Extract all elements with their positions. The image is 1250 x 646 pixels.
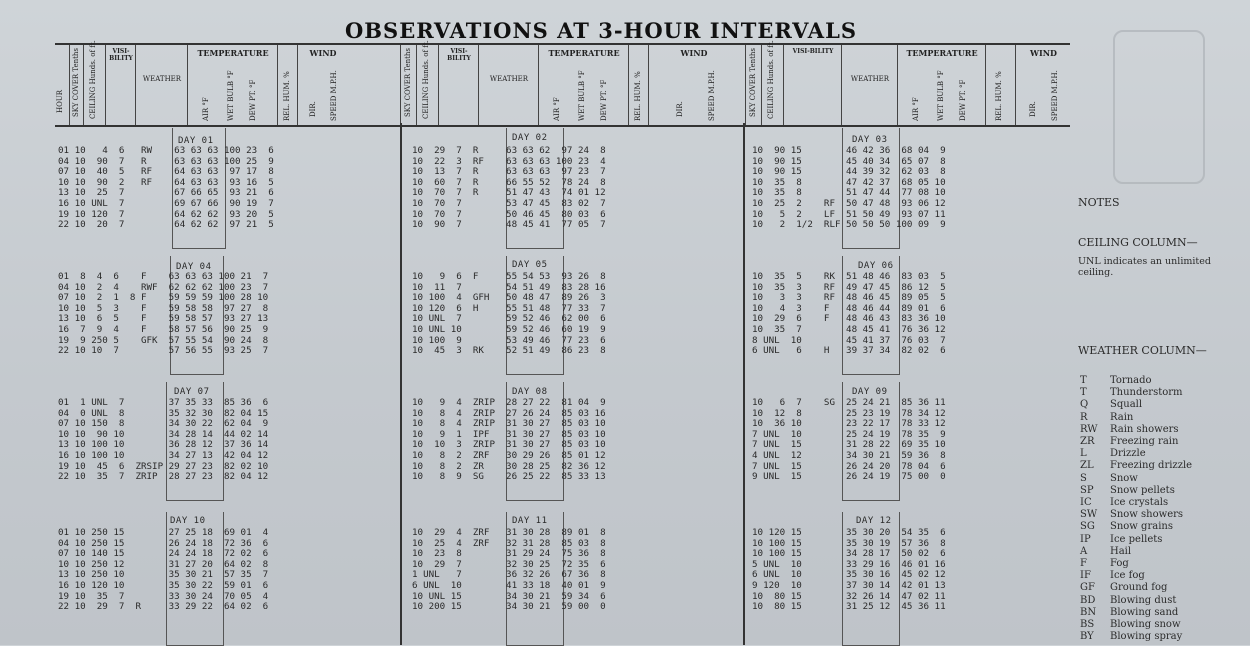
table-row: 07 10 2 1 8 F 59 59 59 100 28 10 <box>58 292 269 304</box>
table-row: 10 10 90 10 34 28 14 44 02 14 <box>58 428 269 440</box>
day-label: DAY 09 <box>852 387 888 397</box>
day-table <box>58 528 268 613</box>
legend-item <box>1080 485 1192 497</box>
table-row: 10 70 7 50 46 45 80 03 6 <box>412 208 606 220</box>
legend-text: Blowing dust <box>1110 594 1177 606</box>
visibility-label-3: VISI-BILITY <box>792 48 834 55</box>
wind-label: WIND <box>309 48 337 58</box>
legend-code: T <box>1080 375 1087 386</box>
table-row: 10 29 7 32 30 25 72 35 6 <box>412 558 606 570</box>
legend-item <box>1080 412 1192 424</box>
day-table <box>58 146 274 231</box>
table-row: 10 100 15 35 30 19 57 36 8 <box>752 537 946 549</box>
legend-item <box>1080 387 1192 399</box>
ceiling-label-2: CEILING Hunds. of ft. <box>422 40 430 119</box>
day-table <box>412 272 606 357</box>
table-row: 7 UNL 15 31 28 22 69 35 10 <box>752 439 946 451</box>
legend-text: Drizzle <box>1110 448 1146 460</box>
table-row: 10 100 15 34 28 17 50 02 6 <box>752 548 946 560</box>
legend-text: Blowing spray <box>1110 631 1183 643</box>
legend-code: SP <box>1080 484 1094 496</box>
legend-code: SW <box>1080 509 1098 521</box>
table-row: 13 10 25 7 67 66 65 93 21 6 <box>58 187 274 199</box>
table-row: 10 29 7 R 63 63 62 97 24 8 <box>412 145 606 156</box>
legend-text: Freezing rain <box>1110 436 1179 448</box>
table-row: 10 8 9 SG 26 25 22 85 33 13 <box>412 471 606 483</box>
legend-item <box>1080 436 1192 448</box>
table-row: 10 8 2 ZR 30 28 25 82 36 12 <box>412 460 606 472</box>
table-row: 07 10 140 15 24 24 18 72 02 6 <box>58 548 269 560</box>
table-row: 6 UNL 10 35 30 16 45 02 12 <box>752 569 946 581</box>
legend-code: ZL <box>1080 460 1094 472</box>
wind-header-2 <box>648 45 739 125</box>
table-row: 10 35 7 48 45 41 76 36 12 <box>752 323 946 335</box>
dew-pt-label: DEW PT. °F <box>249 79 257 121</box>
table-row: 22 10 35 7 ZRIP 28 27 23 82 04 12 <box>58 471 269 483</box>
table-row: 10 90 7 48 45 41 77 05 7 <box>412 219 606 231</box>
table-row: 01 8 4 6 F 63 63 63 100 21 7 <box>58 271 269 282</box>
table-row: 10 80 15 31 25 12 45 36 11 <box>752 601 946 613</box>
table-row: 10 90 15 44 39 32 62 03 8 <box>752 166 946 178</box>
table-row: 22 10 10 7 57 56 55 93 25 7 <box>58 345 269 357</box>
legend-item <box>1080 558 1192 570</box>
legend-text: Snow pellets <box>1110 484 1175 496</box>
panel-divider <box>400 123 402 645</box>
table-row: 10 UNL 15 34 30 21 59 34 6 <box>412 590 606 602</box>
table-row: 5 UNL 10 33 29 16 46 01 16 <box>752 558 946 570</box>
table-row: 16 10 100 10 34 27 13 42 04 12 <box>58 449 269 461</box>
day-table <box>412 146 606 231</box>
weather-header-3 <box>841 45 898 125</box>
air-label: AIR °F <box>202 97 210 121</box>
rel-hum-header <box>277 45 298 125</box>
faded-stamp <box>1113 30 1205 184</box>
wind-dir-label: DIR. <box>309 101 317 117</box>
legend-code: BY <box>1080 631 1094 643</box>
visibility-header-2 <box>438 45 479 125</box>
day-table <box>412 398 606 483</box>
rel-hum-label-2: REL. HUM. % <box>634 71 642 121</box>
legend-code: RW <box>1080 423 1098 435</box>
legend-text: Freezing drizzle <box>1110 460 1193 472</box>
sky-cover-label: SKY COVER Tenths <box>72 47 80 117</box>
table-row: 10 3 3 RF 48 46 45 89 05 5 <box>752 292 946 304</box>
day-label: DAY 03 <box>852 135 888 145</box>
wind-dir-label-3: DIR. <box>1029 101 1037 117</box>
table-row: 10 70 7 53 47 45 83 02 7 <box>412 197 606 209</box>
table-row: 10 10 250 12 31 27 20 64 02 8 <box>58 558 269 570</box>
legend-item <box>1080 375 1192 387</box>
legend-item <box>1080 509 1192 521</box>
legend-item <box>1080 424 1192 436</box>
day-table <box>752 146 946 231</box>
table-row: 10 8 4 ZRIP 31 30 27 85 03 10 <box>412 418 606 430</box>
day-table <box>752 272 946 357</box>
air-label-2: AIR °F <box>553 97 561 121</box>
ceiling-header-3 <box>761 40 784 125</box>
sky-cover-header-2 <box>400 45 417 125</box>
weather-label-3: WEATHER <box>850 75 890 83</box>
table-row: 9 UNL 15 26 24 19 75 00 0 <box>752 471 946 483</box>
legend-text: Snow showers <box>1110 509 1184 521</box>
hour-label: HOUR <box>56 89 64 113</box>
table-row: 10 8 4 ZRIP 27 26 24 85 03 16 <box>412 407 606 419</box>
ceiling-column-heading: CEILING COLUMN— <box>1078 236 1198 249</box>
table-row: 10 9 4 ZRIP 28 27 22 81 04 9 <box>412 397 606 408</box>
legend-code: IP <box>1080 533 1091 545</box>
weather-label-2: WEATHER <box>489 75 529 83</box>
day-table <box>752 398 946 483</box>
day-label: DAY 05 <box>512 260 548 270</box>
weather-header-2 <box>478 45 539 125</box>
day-label: DAY 04 <box>176 262 212 272</box>
table-row: 04 10 90 7 R 63 63 63 100 25 9 <box>58 155 274 167</box>
legend-code: IC <box>1080 497 1092 509</box>
table-row: 10 UNL 10 59 52 46 60 19 9 <box>412 323 606 335</box>
table-row: 10 11 7 54 51 49 83 28 16 <box>412 281 606 293</box>
table-row: 10 36 10 23 22 17 78 33 12 <box>752 418 946 430</box>
legend-text: Tornado <box>1110 375 1152 386</box>
table-row: 10 6 7 SG 25 24 21 85 36 11 <box>752 397 946 408</box>
table-row: 10 4 3 F 48 46 44 89 01 6 <box>752 302 946 314</box>
table-row: 4 UNL 12 34 30 21 59 36 8 <box>752 449 946 461</box>
legend-code: IF <box>1080 570 1091 582</box>
legend-item <box>1080 582 1192 594</box>
wind-header-3 <box>1015 45 1071 125</box>
legend-item <box>1080 595 1192 607</box>
notes-heading: NOTES <box>1078 196 1120 209</box>
day-label: DAY 11 <box>512 516 548 526</box>
wind-label-3: WIND <box>1030 48 1057 58</box>
rel-hum-header-2 <box>628 45 649 125</box>
legend-code: SG <box>1080 521 1095 533</box>
air-label-3: AIR °F <box>912 97 920 121</box>
rel-hum-label-3: REL. HUM. % <box>995 71 1003 121</box>
table-row: 13 10 6 5 F 59 58 57 93 27 13 <box>58 313 269 325</box>
table-row: 10 23 8 31 29 24 75 36 8 <box>412 548 606 560</box>
table-row: 10 10 90 2 RF 64 63 63 93 16 5 <box>58 176 274 188</box>
dew-pt-label-2: DEW PT. °F <box>600 79 608 121</box>
table-row: 01 1 UNL 7 37 35 33 85 36 6 <box>58 397 269 408</box>
legend-item <box>1080 521 1192 533</box>
legend-code: L <box>1080 448 1087 460</box>
table-row: 6 UNL 10 41 33 18 40 01 9 <box>412 579 606 591</box>
table-row: 19 10 45 6 ZRSIP 29 27 23 82 02 10 <box>58 460 269 472</box>
legend-item <box>1080 399 1192 411</box>
legend-text: Ice crystals <box>1110 497 1169 509</box>
ceiling-note: UNL indicates an unlimited ceiling. <box>1078 256 1211 278</box>
table-row: 10 8 2 ZRF 30 29 26 85 01 12 <box>412 449 606 461</box>
legend-text: Ice fog <box>1110 570 1145 582</box>
day-table <box>752 528 946 613</box>
day-label: DAY 08 <box>512 387 548 397</box>
legend-text: Hail <box>1110 545 1132 557</box>
table-row: 10 90 15 46 42 36 68 04 9 <box>752 145 946 156</box>
table-row: 10 45 3 RK 52 51 49 86 23 8 <box>412 345 606 357</box>
legend-code: GF <box>1080 582 1095 594</box>
temperature-label-3: TEMPERATURE <box>906 48 978 58</box>
day-table <box>58 272 268 357</box>
day-label: DAY 07 <box>174 387 210 397</box>
table-row: 10 120 6 H 55 51 48 77 33 7 <box>412 302 606 314</box>
weather-header <box>135 45 188 125</box>
table-row: 10 10 5 3 F 59 58 58 97 27 8 <box>58 302 269 314</box>
sky-cover-header-3 <box>745 45 762 125</box>
ceiling-label-3: CEILING Hunds. of ft. <box>767 40 775 119</box>
legend-code: ZR <box>1080 436 1095 448</box>
day-label: DAY 01 <box>178 136 214 146</box>
table-row: 13 10 250 10 35 30 21 57 35 7 <box>58 569 269 581</box>
table-row: 10 2 1/2 RLF 50 50 50 100 09 9 <box>752 219 946 231</box>
temperature-label: TEMPERATURE <box>197 48 269 58</box>
table-row: 07 10 40 5 RF 64 63 63 97 17 8 <box>58 166 274 178</box>
visibility-header-3 <box>783 45 842 125</box>
legend-code: Q <box>1080 399 1089 411</box>
visibility-label: VISI-BILITY <box>109 48 133 62</box>
table-row: 6 UNL 6 H 39 37 34 82 02 6 <box>752 345 946 357</box>
table-row: 01 10 4 6 RW 63 63 63 100 23 6 <box>58 145 274 156</box>
table-row: 10 10 3 ZRIP 31 30 27 85 03 10 <box>412 439 606 451</box>
table-row: 10 70 7 R 51 47 43 74 01 12 <box>412 187 606 199</box>
day-label: DAY 10 <box>170 516 206 526</box>
table-row: 10 90 15 45 40 34 65 07 8 <box>752 155 946 167</box>
legend-text: Fog <box>1110 558 1129 570</box>
legend-text: Squall <box>1110 399 1143 411</box>
table-row: 19 10 120 7 64 62 62 93 20 5 <box>58 208 274 220</box>
table-row: 01 10 250 15 27 25 18 69 01 4 <box>58 527 269 538</box>
table-row: 19 10 35 7 33 30 24 70 05 4 <box>58 590 269 602</box>
hour-header <box>55 45 69 125</box>
rel-hum-label: REL. HUM. % <box>283 71 291 121</box>
legend-item <box>1080 631 1192 643</box>
table-row: 10 60 7 R 66 55 52 78 24 8 <box>412 176 606 188</box>
table-row: 1 UNL 7 36 32 26 67 36 8 <box>412 569 606 581</box>
legend-code: R <box>1080 411 1088 423</box>
table-row: 8 UNL 10 45 41 37 76 03 7 <box>752 334 946 346</box>
legend-item <box>1080 607 1192 619</box>
legend-text: Blowing sand <box>1110 606 1179 618</box>
day-label: DAY 06 <box>858 261 894 271</box>
table-row: 10 12 8 25 23 19 78 34 12 <box>752 407 946 419</box>
wet-bulb-label-2: WET BULB °F <box>578 70 586 121</box>
sky-cover-label-2: SKY COVER Tenths <box>404 47 412 117</box>
legend-code: BS <box>1080 619 1095 631</box>
legend-item <box>1080 497 1192 509</box>
table-row: 10 35 3 RF 49 47 45 86 12 5 <box>752 281 946 293</box>
legend-item <box>1080 619 1192 631</box>
day-table <box>412 528 606 613</box>
legend-item <box>1080 460 1192 472</box>
wet-bulb-label: WET BULB °F <box>227 70 235 121</box>
sky-cover-label-3: SKY COVER Tenths <box>749 47 757 117</box>
temperature-label-2: TEMPERATURE <box>548 48 620 58</box>
table-row: 10 100 4 GFH 50 48 47 89 26 3 <box>412 292 606 304</box>
table-row: 7 UNL 15 26 24 20 78 04 6 <box>752 460 946 472</box>
legend-item <box>1080 534 1192 546</box>
legend-code: F <box>1080 558 1087 570</box>
legend-text: Snow <box>1110 472 1138 484</box>
table-row: 04 10 2 4 RWF 62 62 62 100 23 7 <box>58 281 269 293</box>
wind-speed-label-3: SPEED M.P.H. <box>1051 70 1059 121</box>
table-row: 16 10 120 10 35 30 22 59 01 6 <box>58 579 269 591</box>
table-row: 10 25 2 RF 50 47 48 93 06 12 <box>752 197 946 209</box>
rel-hum-header-3 <box>985 45 1016 125</box>
table-row: 9 120 10 37 30 14 42 01 13 <box>752 579 946 591</box>
legend-text: Rain showers <box>1110 423 1179 435</box>
column-header-band <box>55 40 1070 127</box>
table-row: 16 7 9 4 F 58 57 56 90 25 9 <box>58 323 269 335</box>
legend-item <box>1080 546 1192 558</box>
table-row: 10 5 2 LF 51 50 49 93 07 11 <box>752 208 946 220</box>
table-row: 10 25 4 ZRF 32 31 28 85 03 8 <box>412 537 606 549</box>
table-row: 07 10 150 8 34 30 22 62 04 9 <box>58 418 269 430</box>
table-row: 19 9 250 5 GFK 57 55 54 90 24 8 <box>58 334 269 346</box>
table-row: 04 10 250 15 26 24 18 72 36 6 <box>58 537 269 549</box>
day-label: DAY 02 <box>512 133 548 143</box>
legend-item <box>1080 448 1192 460</box>
ceiling-header-2 <box>416 40 439 125</box>
visibility-label-2: VISI-BILITY <box>447 48 471 62</box>
legend-text: Thunderstorm <box>1110 387 1183 399</box>
page-title: OBSERVATIONS AT 3-HOUR INTERVALS <box>345 18 858 43</box>
sky-cover-header <box>69 45 84 125</box>
table-row: 10 29 4 ZRF 31 30 28 89 01 8 <box>412 527 606 538</box>
temperature-header-2 <box>538 45 629 125</box>
table-row: 22 10 20 7 64 62 62 97 21 5 <box>58 219 274 231</box>
table-row: 10 100 9 53 49 46 77 23 6 <box>412 334 606 346</box>
legend-text: Blowing snow <box>1110 619 1181 631</box>
table-row: 10 35 5 RK 51 48 46 83 03 5 <box>752 271 946 282</box>
visibility-header <box>105 45 136 125</box>
weather-label: WEATHER <box>142 75 182 83</box>
legend-code: A <box>1080 545 1088 557</box>
dew-pt-label-3: DEW PT. °F <box>959 79 967 121</box>
legend-code: BD <box>1080 594 1096 606</box>
legend-code: S <box>1080 472 1087 484</box>
legend-item <box>1080 473 1192 485</box>
table-row: 22 10 29 7 R 33 29 22 64 02 6 <box>58 601 269 613</box>
legend-text: Ice pellets <box>1110 533 1163 545</box>
legend-item <box>1080 570 1192 582</box>
table-row: 10 22 3 RF 63 63 63 100 23 4 <box>412 155 606 167</box>
wind-dir-label-2: DIR. <box>676 101 684 117</box>
legend-text: Ground fog <box>1110 582 1168 594</box>
table-row: 10 35 8 51 47 44 77 08 10 <box>752 187 946 199</box>
legend-text: Snow grains <box>1110 521 1173 533</box>
wind-speed-label-2: SPEED M.P.H. <box>708 70 716 121</box>
weather-legend <box>1080 375 1192 643</box>
table-row: 10 9 6 F 55 54 53 93 26 8 <box>412 271 606 282</box>
weather-column-heading: WEATHER COLUMN— <box>1078 344 1207 357</box>
day-table <box>58 398 268 483</box>
table-row: 10 UNL 7 59 52 46 62 00 6 <box>412 313 606 325</box>
table-row: 10 200 15 34 30 21 59 00 0 <box>412 601 606 613</box>
table-row: 7 UNL 10 25 24 19 78 35 9 <box>752 428 946 440</box>
wet-bulb-label-3: WET BULB °F <box>937 70 945 121</box>
table-row: 10 13 7 R 63 63 63 97 23 7 <box>412 166 606 178</box>
wind-label-2: WIND <box>680 48 708 58</box>
table-row: 16 10 UNL 7 69 67 66 90 19 7 <box>58 197 274 209</box>
temperature-header-3 <box>897 45 986 125</box>
table-row: 04 0 UNL 8 35 32 30 82 04 15 <box>58 407 269 419</box>
legend-code: T <box>1080 387 1087 399</box>
table-row: 13 10 100 10 36 28 12 37 36 14 <box>58 439 269 451</box>
legend-code: BN <box>1080 606 1097 618</box>
panel-divider <box>743 123 745 645</box>
ceiling-label: CEILING Hunds. of ft. <box>89 40 97 119</box>
table-row: 10 120 15 35 30 20 54 35 6 <box>752 527 946 538</box>
ceiling-header <box>83 40 106 125</box>
table-row: 10 9 1 IPF 31 30 27 85 03 10 <box>412 428 606 440</box>
day-label: DAY 12 <box>856 516 892 526</box>
table-row: 10 80 15 32 26 14 47 02 11 <box>752 590 946 602</box>
table-row: 10 35 8 47 42 37 68 05 10 <box>752 176 946 188</box>
table-row: 10 29 6 F 48 46 43 83 36 10 <box>752 313 946 325</box>
legend-text: Rain <box>1110 411 1134 423</box>
wind-speed-label: SPEED M.P.H. <box>330 70 338 121</box>
wind-header <box>297 45 348 125</box>
temperature-header <box>187 45 278 125</box>
